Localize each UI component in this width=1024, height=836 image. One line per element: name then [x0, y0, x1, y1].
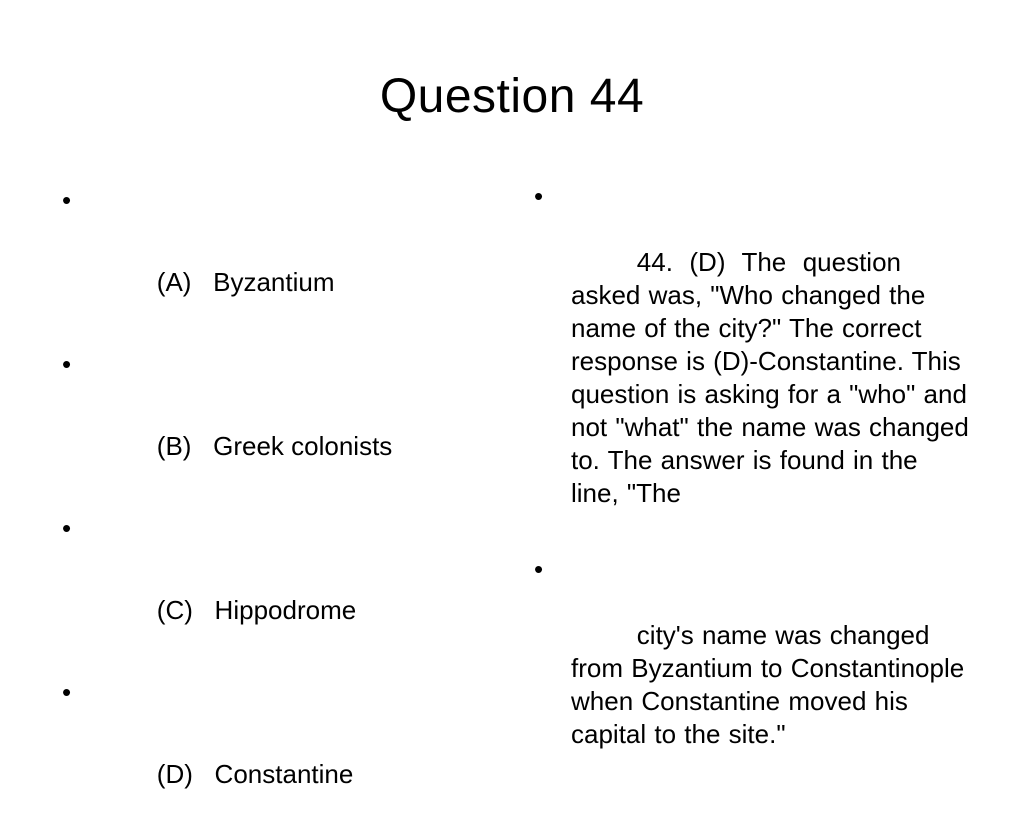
option-d-text: (D) Constantine	[156, 759, 354, 789]
option-a-text: (A) Byzantium	[156, 267, 335, 297]
option-c	[58, 508, 478, 672]
bullet-icon: •	[62, 349, 72, 379]
answer-options-list	[58, 180, 478, 836]
slide-title: Question 44	[379, 70, 645, 123]
option-a	[58, 180, 478, 344]
explanation-text-1: 44. (D) The question asked was, "Who changed the name of the city?" The correct response is (D)-Constantine. This question is asking for a "who" and not "what" the name was changed to. The answer is found in the line, "The	[571, 247, 978, 508]
explanation-list	[530, 180, 978, 784]
explanation-column	[530, 180, 978, 794]
bullet-icon: •	[534, 554, 544, 584]
option-b-text: (B) Greek colonists	[156, 431, 393, 461]
explanation-text-2: city's name was changed from Byzantium to Constantinople when Constantine moved his capital to the site."	[571, 620, 973, 749]
bullet-icon: •	[62, 513, 72, 543]
option-d	[58, 672, 478, 836]
bullet-icon: •	[534, 181, 544, 211]
explanation-item-1	[530, 180, 978, 543]
bullet-icon: •	[62, 677, 72, 707]
explanation-item-2	[530, 553, 973, 784]
option-c-text: (C) Hippodrome	[156, 595, 357, 625]
bullet-icon: •	[62, 185, 72, 215]
option-b	[58, 344, 478, 508]
answer-options-column	[58, 180, 478, 836]
